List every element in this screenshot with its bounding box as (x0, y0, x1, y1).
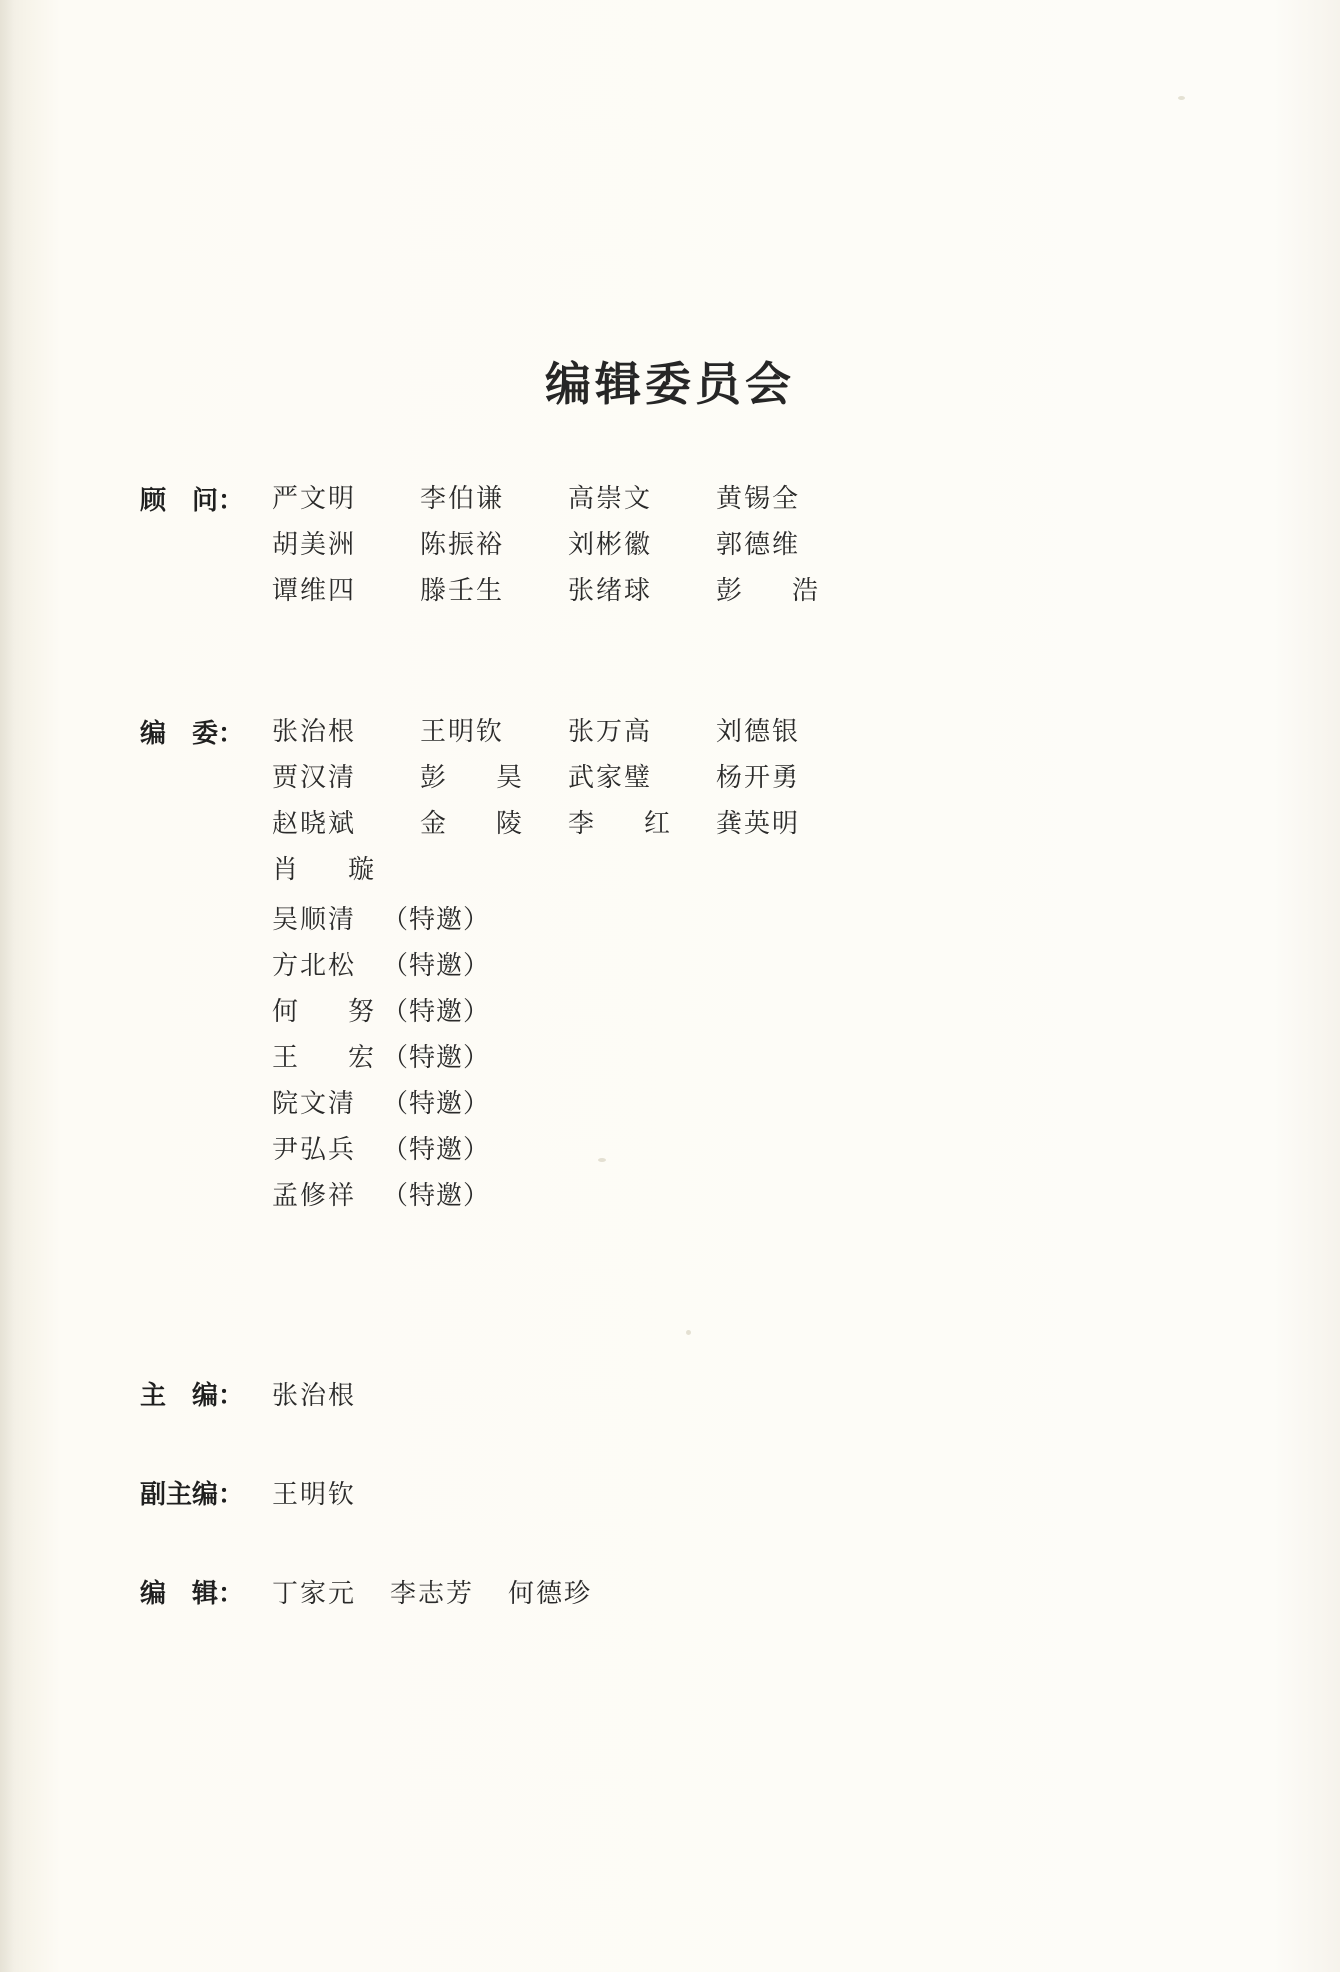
list-item: 贾汉清 (272, 762, 357, 793)
list-item: 李红 (568, 808, 672, 839)
section-advisors (140, 480, 840, 604)
list-item: 肖璇 (272, 854, 376, 885)
label-char: 编 (140, 1579, 167, 1609)
label-char: 编 (192, 1381, 219, 1411)
scan-speck (1178, 96, 1185, 100)
list-item: 谭维四 (272, 575, 357, 606)
role-value-chief-editor: 张治根 (272, 1381, 357, 1411)
table-row (272, 805, 864, 837)
role-label-editors (140, 1573, 272, 1610)
list-item: 彭昊 (420, 762, 524, 793)
table-row (272, 480, 864, 512)
list-item: 黄锡全 (716, 483, 801, 514)
role-chief-editor (140, 1375, 356, 1412)
table-row (272, 851, 864, 883)
label-colon: ： (218, 719, 245, 749)
section-editorial-board (140, 713, 840, 1223)
list-item: 严文明 (272, 483, 357, 514)
role-label-deputy-chief-editor (140, 1474, 272, 1511)
label-char: 顾 (140, 486, 167, 516)
list-item-invited: 王宏 （特邀） (272, 1042, 491, 1073)
list-item: 彭浩 (716, 575, 820, 606)
list-item: 陈振裕 (420, 529, 505, 560)
page-title: 编辑委员会 (545, 357, 795, 411)
list-item: 张治根 (272, 716, 357, 747)
list-item: 张万高 (568, 716, 653, 747)
list-item-invited: 孟修祥 （特邀） (272, 1180, 491, 1211)
list-item: 何德珍 (508, 1579, 593, 1609)
section-label-advisors (140, 480, 272, 517)
label-colon: ： (218, 1381, 245, 1411)
label-char: 编 (140, 719, 167, 749)
role-value-editors (272, 1573, 592, 1610)
list-item: 滕壬生 (420, 575, 505, 606)
table-row (272, 713, 864, 745)
role-deputy-chief-editor (140, 1474, 356, 1511)
label-char: 委 (192, 719, 219, 749)
list-item-invited: 尹弘兵 （特邀） (272, 1134, 491, 1165)
advisors-list (272, 480, 864, 604)
list-item-invited: 院文清 （特邀） (272, 1088, 491, 1119)
label-char: 问 (192, 486, 219, 516)
list-item-invited: 吴顺清 （特邀） (272, 904, 491, 935)
section-label-editorial-board (140, 713, 272, 750)
table-row (272, 759, 864, 791)
list-item: 王明钦 (420, 716, 505, 747)
list-item: 赵晓斌 (272, 808, 357, 839)
label-char: 主 (140, 1381, 167, 1411)
list-item: 郭德维 (716, 529, 801, 560)
list-item-invited: 方北松 （特邀） (272, 950, 491, 981)
editorial-board-list (272, 713, 864, 1223)
scan-speck (598, 1158, 606, 1162)
label-char: 辑 (192, 1579, 219, 1609)
label-colon: ： (218, 1579, 245, 1609)
role-value-deputy-chief-editor: 王明钦 (272, 1480, 357, 1510)
role-editors (140, 1573, 592, 1610)
list-item: 杨开勇 (716, 762, 801, 793)
list-item: 刘德银 (716, 716, 801, 747)
table-row (272, 526, 864, 558)
label-char: 副主编 (140, 1480, 219, 1510)
label-colon: ： (218, 1480, 245, 1510)
list-item: 武家璧 (568, 762, 653, 793)
table-row (272, 572, 864, 604)
list-item: 张绪球 (568, 575, 653, 606)
list-item: 金陵 (420, 808, 524, 839)
label-colon: ： (218, 486, 245, 516)
list-item: 刘彬徽 (568, 529, 653, 560)
list-item: 龚英明 (716, 808, 801, 839)
list-item: 李伯谦 (420, 483, 505, 514)
list-item: 丁家元 (272, 1579, 357, 1609)
list-item: 李志芳 (390, 1579, 475, 1609)
list-item-invited: 何努 （特邀） (272, 996, 491, 1027)
list-item: 高崇文 (568, 483, 653, 514)
scan-speck (686, 1330, 691, 1335)
list-item: 胡美洲 (272, 529, 357, 560)
role-label-chief-editor (140, 1375, 272, 1412)
